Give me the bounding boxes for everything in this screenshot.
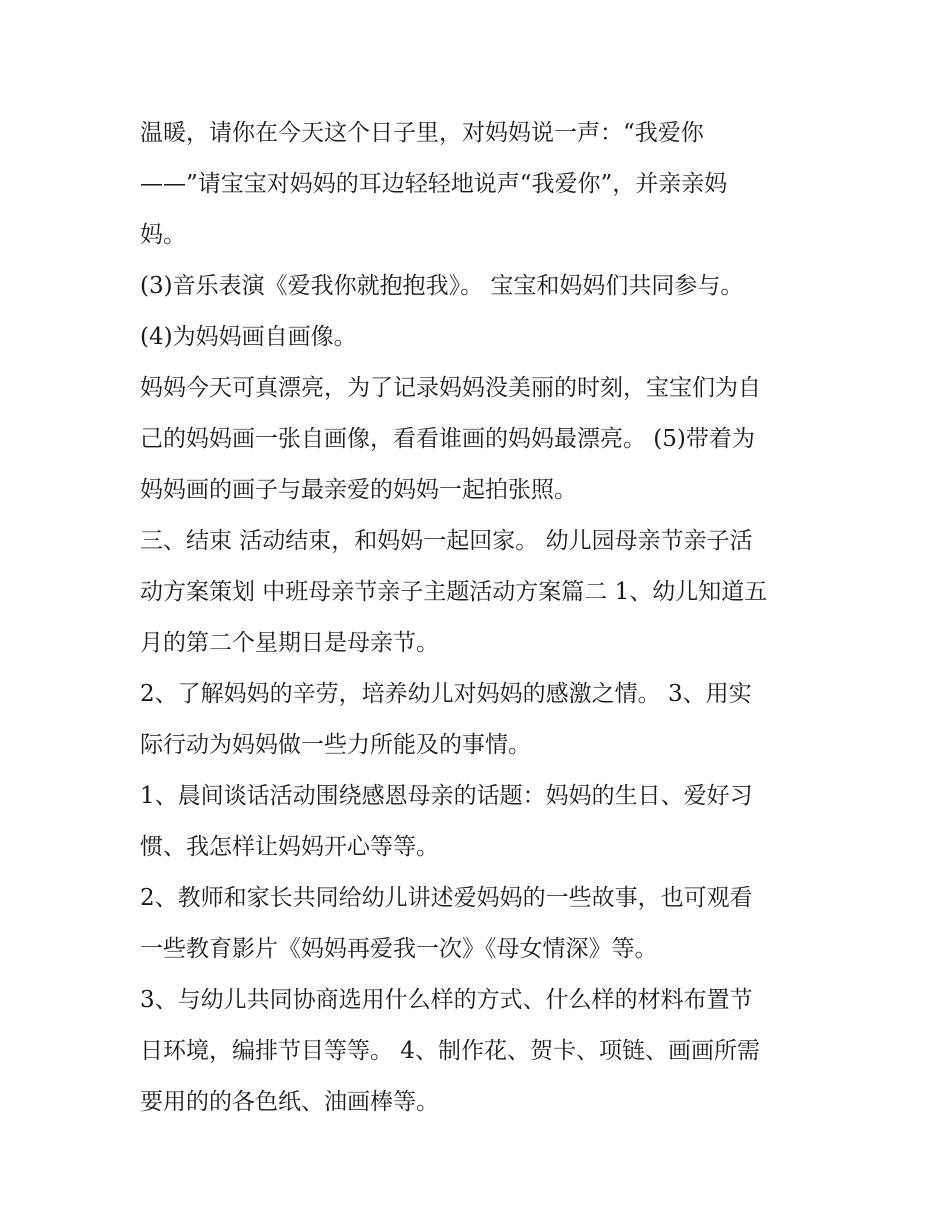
text-line: 一些教育影片《妈妈再爱我一次》《母女情深》等。 — [140, 936, 658, 962]
text-line: 际行动为妈妈做一些力所能及的事情。 — [140, 732, 531, 758]
text-line: 2、了解妈妈的辛劳，培养幼儿对妈妈的感激之情。 3、用实 — [140, 681, 752, 707]
paragraph-goal-2-3 — [140, 669, 830, 771]
text-line: 日环境，编排节目等等。 4、制作花、贺卡、项链、画画所需 — [140, 1038, 760, 1064]
text-line: 妈。 — [140, 222, 186, 248]
paragraph-portrait-detail — [140, 363, 830, 516]
text-line: 3、与幼儿共同协商选用什么样的方式、什么样的材料布置节 — [140, 987, 753, 1013]
text-line: 妈妈今天可真漂亮，为了记录妈妈没美丽的时刻，宝宝们为自 — [140, 375, 761, 401]
text-line: 动方案策划 中班母亲节亲子主题活动方案篇二 1、幼儿知道五 — [140, 579, 768, 605]
paragraph-self-portrait — [140, 312, 830, 363]
document-body — [140, 108, 830, 1128]
text-line: 惯、我怎样让妈妈开心等等。 — [140, 834, 439, 860]
paragraph-step-1 — [140, 771, 830, 873]
text-line: 妈妈画的画子与最亲爱的妈妈一起拍张照。 — [140, 477, 577, 503]
paragraph-ending — [140, 516, 830, 669]
paragraph-step-3-4 — [140, 975, 830, 1128]
text-line: 1、晨间谈话活动围绕感恩母亲的话题：妈妈的生日、爱好习 — [140, 783, 753, 809]
text-line: (3)音乐表演《爱我你就抱抱我》。 宝宝和妈妈们共同参与。 — [140, 273, 744, 299]
text-line: 三、结束 活动结束，和妈妈一起回家。 幼儿园母亲节亲子活 — [140, 528, 753, 554]
text-line: 2、教师和家长共同给幼儿讲述爱妈妈的一些故事，也可观看 — [140, 885, 753, 911]
text-line: 要用的的各色纸、油画棒等。 — [140, 1089, 439, 1115]
text-line: 己的妈妈画一张自画像，看看谁画的妈妈最漂亮。 (5)带着为 — [140, 426, 755, 452]
paragraph-music-performance — [140, 261, 830, 312]
text-line: (4)为妈妈画自画像。 — [140, 324, 357, 350]
text-line: ——”请宝宝对妈妈的耳边轻轻地说声“我爱你”，并亲亲妈 — [140, 171, 728, 197]
text-line: 温暖，请你在今天这个日子里，对妈妈说一声：“我爱你 — [140, 120, 704, 146]
paragraph-step-2 — [140, 873, 830, 975]
paragraph-greeting — [140, 108, 830, 261]
text-line: 月的第二个星期日是母亲节。 — [140, 630, 439, 656]
